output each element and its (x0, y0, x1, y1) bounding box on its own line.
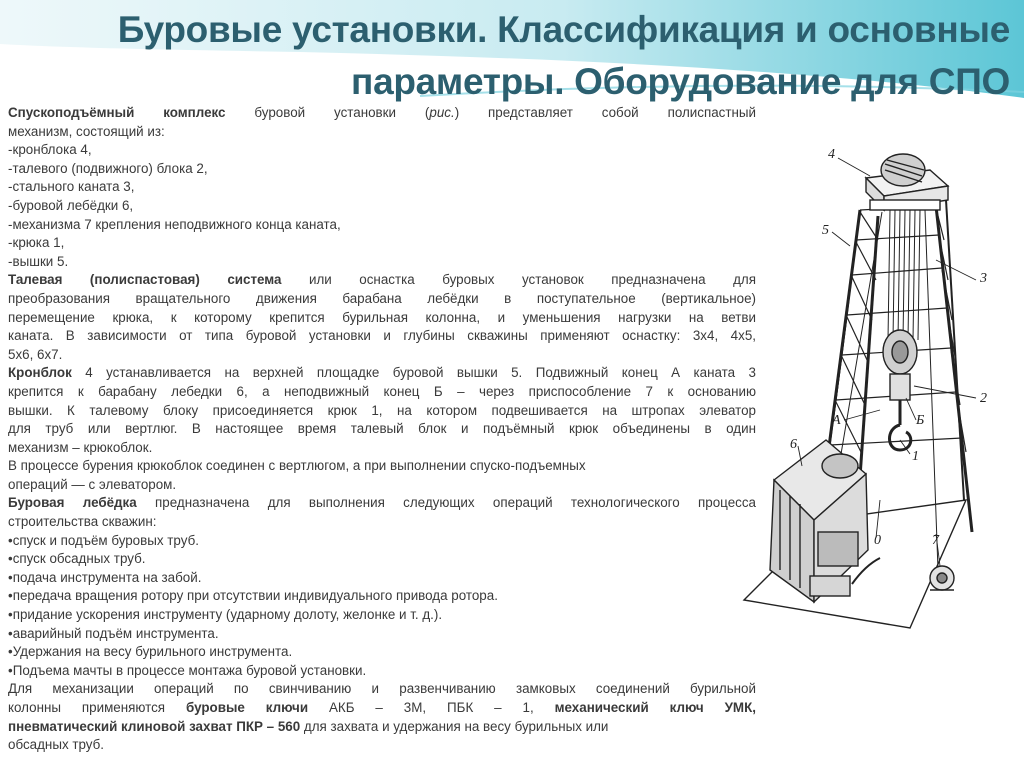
text-line: 5x6, 6x7. (8, 346, 63, 362)
text-line: строительства скважин: (8, 514, 157, 530)
rig-label-fast-line-a: А (832, 413, 841, 428)
text-fragment: предназначена для выполнения следующих операций технологического процесса (136, 495, 756, 511)
text-line: для труб или вертлюг. В настоящее время талевый блок и подъёмный крюк объединены в один (8, 421, 756, 437)
title-line-1: Буровые установки. Классификация и основные (117, 9, 1010, 50)
derrick-leg (946, 200, 964, 500)
list-item: -талевого (подвижного) блока 2, (8, 160, 208, 176)
list-item: •спуск и подъём буровых труб. (8, 532, 199, 548)
list-item: •передача вращения ротору при отсутствии индивидуального привода ротора. (8, 588, 498, 604)
list-item: •подача инструмента на забой. (8, 569, 202, 585)
term-complex: Спускоподъёмный комплекс (8, 105, 226, 120)
list-item: •придание ускорения инструменту (ударному долоту, желонке и т. д.). (8, 607, 443, 623)
term-crown-block: Кронблок (8, 365, 72, 381)
text-line: преобразования вращательного движения барабана лебёдки в поступательное (вертикальное) (8, 290, 756, 306)
drilling-rig-diagram (740, 140, 1024, 640)
list-item: •спуск обсадных труб. (8, 551, 146, 567)
paragraph-drilling-process: В процессе бурения крюкоблок соединен с вертлюгом, а при выполнении спуско-подъемных (8, 458, 586, 474)
rig-label-hook: 1 (912, 449, 919, 464)
paragraph-crown-block (8, 364, 756, 383)
text-fragment: колонны применяются (8, 700, 186, 715)
list-item: -стального каната 3, (8, 179, 135, 195)
text-fragment: для захвата и удержания на весу бурильных или (300, 718, 609, 734)
paragraph-complex (8, 104, 756, 123)
rig-label-winch: 6 (790, 437, 797, 452)
text-fragment: буровой установки ( (225, 105, 430, 120)
text-line: крепится к барабану лебедки 6, а неподвижный конец Б – через приспособление 7 к основанию (8, 383, 756, 399)
text-fragment: АКБ – 3М, ПБК – 1, (308, 700, 555, 715)
list-item: -крюка 1, (8, 235, 65, 251)
rig-label-dead-line-b: Б (916, 413, 925, 428)
text-fragment: ) представляет собой полиспастный (454, 105, 756, 120)
text-line: каната. В зависимости от типа буровой установки и глубины скважины применяют оснастку: 3x4, 4x5, (8, 328, 756, 344)
rig-label-traveling-block: 2 (980, 391, 987, 406)
rig-label-crown-block: 4 (828, 147, 835, 162)
list-item: •аварийный подъём инструмента. (8, 625, 219, 641)
paragraph-tackle (8, 271, 756, 290)
winch-operations-list (8, 532, 756, 681)
component-list (8, 141, 756, 271)
body-text (8, 104, 756, 755)
term-tongs: буровые ключи (185, 700, 309, 715)
list-item: -механизма 7 крепления неподвижного конца каната, (8, 216, 341, 232)
text-line: перемещение крюка, к которому крепится бурильная колонна, и уменьшения нагрузки на ветви (8, 309, 756, 325)
term-slips: пневматический клиновой захват ПКР – 560 (8, 718, 301, 734)
control-console (810, 576, 850, 596)
list-item: -буровой лебёдки 6, (8, 197, 134, 213)
text-fragment: или оснастка буровых установок предназначена для (281, 272, 756, 288)
rig-label-zero: 0 (874, 533, 881, 548)
rig-label-anchor: 7 (932, 533, 939, 548)
text-line: операций — с элеватором. (8, 476, 177, 492)
paragraph-winch (8, 494, 756, 513)
paragraph-tongs: Для механизации операций по свинчиванию и развенчиванию замковых соединений бурильной (8, 681, 756, 697)
text-line (8, 718, 756, 737)
rig-label-wire-rope: 3 (980, 271, 987, 286)
text-line (8, 699, 756, 718)
text-line: вышки. К талевому блоку присоединяется крюк 1, на котором подвешивается на штропах элеватор (8, 402, 756, 418)
hook (890, 425, 911, 450)
text-fragment: 4 устанавливается на верхней площадке буровой вышки 5. Подвижный конец А каната 3 (71, 365, 756, 381)
text-line: механизм – крюкоблок. (8, 439, 153, 455)
term-tackle: Талевая (полиспастовая) система (8, 272, 282, 288)
rig-label-derrick: 5 (822, 223, 829, 238)
term-winch: Буровая лебёдка (8, 495, 137, 511)
list-item: -вышки 5. (8, 253, 69, 269)
list-item: •Удержания на весу бурильного инструмента. (8, 644, 293, 660)
dead-line-anchor (930, 566, 954, 590)
paragraph-complex-line2: механизм, состоящий из: (8, 123, 165, 139)
list-item: •Подъема мачты в процессе монтажа буровой установки. (8, 662, 367, 678)
crown-block (866, 154, 948, 210)
title-line-2: параметры. Оборудование для СПО (351, 61, 1010, 102)
list-item: -кронблока 4, (8, 142, 92, 158)
term-mechanical-tong: механический ключ УМК, (554, 700, 756, 715)
text-line: обсадных труб. (8, 737, 105, 753)
figure-reference: рис. (429, 105, 455, 120)
slide-title (14, 4, 1010, 108)
